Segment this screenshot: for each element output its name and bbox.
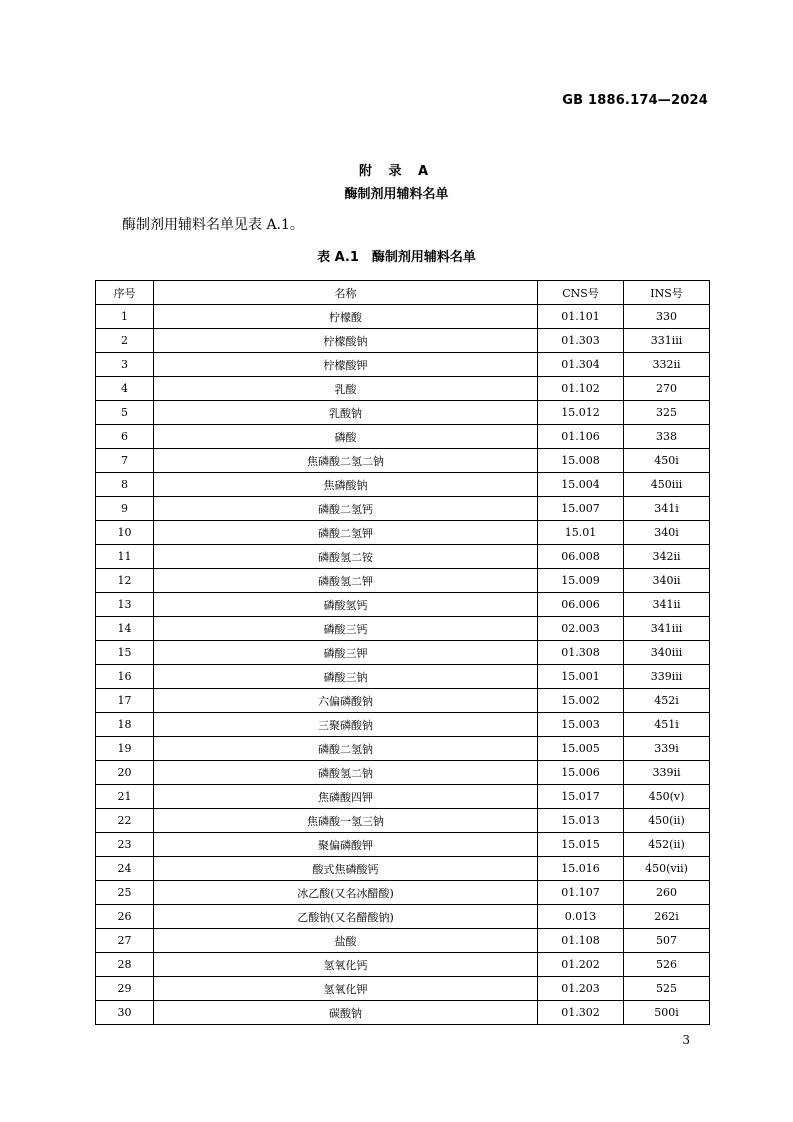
cell-ins: 526 [624, 953, 710, 977]
cell-ins: 525 [624, 977, 710, 1001]
cell-ins: 340ii [624, 569, 710, 593]
cell-cns: 15.01 [538, 521, 624, 545]
cell-ins: 452(ii) [624, 833, 710, 857]
cell-cns: 15.012 [538, 401, 624, 425]
cell-cns: 15.008 [538, 449, 624, 473]
intro-paragraph: 酶制剂用辅料名单见表 A.1。 [122, 217, 304, 233]
cell-name: 焦磷酸二氢二钠 [154, 449, 538, 473]
cell-ins: 342ii [624, 545, 710, 569]
cell-no: 4 [96, 377, 154, 401]
cell-ins: 331iii [624, 329, 710, 353]
cell-name: 磷酸氢二钾 [154, 569, 538, 593]
cell-name: 磷酸二氢钾 [154, 521, 538, 545]
cell-cns: 01.304 [538, 353, 624, 377]
table-row [96, 977, 710, 1001]
cell-cns: 15.009 [538, 569, 624, 593]
appendix-title: 附 录 A [358, 164, 435, 179]
standard-code: GB 1886.174—2024 [562, 93, 708, 108]
cell-name: 柠檬酸钾 [154, 353, 538, 377]
header-cns: CNS号 [538, 281, 624, 305]
cell-ins: 450(ii) [624, 809, 710, 833]
cell-name: 柠檬酸钠 [154, 329, 538, 353]
cell-no: 29 [96, 977, 154, 1001]
cell-cns: 15.015 [538, 833, 624, 857]
cell-name: 乳酸 [154, 377, 538, 401]
cell-no: 30 [96, 1001, 154, 1025]
cell-cns: 01.101 [538, 305, 624, 329]
cell-no: 6 [96, 425, 154, 449]
cell-cns: 01.202 [538, 953, 624, 977]
cell-no: 8 [96, 473, 154, 497]
cell-name: 磷酸二氢钠 [154, 737, 538, 761]
cell-cns: 15.017 [538, 785, 624, 809]
cell-cns: 0.013 [538, 905, 624, 929]
cell-cns: 01.106 [538, 425, 624, 449]
table-row [96, 401, 710, 425]
cell-cns: 06.008 [538, 545, 624, 569]
cell-ins: 452i [624, 689, 710, 713]
table-row [96, 737, 710, 761]
cell-no: 10 [96, 521, 154, 545]
cell-cns: 15.001 [538, 665, 624, 689]
table-row [96, 857, 710, 881]
cell-ins: 341i [624, 497, 710, 521]
cell-cns: 01.108 [538, 929, 624, 953]
table-row [96, 569, 710, 593]
cell-name: 乳酸钠 [154, 401, 538, 425]
cell-ins: 262i [624, 905, 710, 929]
table-row [96, 689, 710, 713]
cell-cns: 15.007 [538, 497, 624, 521]
cell-name: 磷酸三钠 [154, 665, 538, 689]
cell-name: 乙酸钠(又名醋酸钠) [154, 905, 538, 929]
cell-ins: 341ii [624, 593, 710, 617]
cell-no: 22 [96, 809, 154, 833]
cell-name: 六偏磷酸钠 [154, 689, 538, 713]
cell-cns: 15.016 [538, 857, 624, 881]
cell-name: 冰乙酸(又名冰醋酸) [154, 881, 538, 905]
cell-name: 氢氧化钙 [154, 953, 538, 977]
appendix-subtitle: 酶制剂用辅料名单 [344, 187, 449, 202]
table-row [96, 545, 710, 569]
cell-cns: 01.203 [538, 977, 624, 1001]
table-row [96, 833, 710, 857]
table-row [96, 761, 710, 785]
cell-ins: 500i [624, 1001, 710, 1025]
cell-ins: 340iii [624, 641, 710, 665]
header-name: 名称 [154, 281, 538, 305]
cell-cns: 15.005 [538, 737, 624, 761]
cell-name: 磷酸三钾 [154, 641, 538, 665]
cell-name: 焦磷酸四钾 [154, 785, 538, 809]
cell-ins: 338 [624, 425, 710, 449]
page-number: 3 [682, 1033, 690, 1047]
table-row [96, 521, 710, 545]
cell-no: 18 [96, 713, 154, 737]
cell-no: 24 [96, 857, 154, 881]
auxiliary-materials-table [95, 280, 710, 1025]
cell-name: 磷酸氢钙 [154, 593, 538, 617]
cell-ins: 450(v) [624, 785, 710, 809]
cell-name: 三聚磷酸钠 [154, 713, 538, 737]
cell-ins: 340i [624, 521, 710, 545]
cell-no: 20 [96, 761, 154, 785]
cell-ins: 325 [624, 401, 710, 425]
table-row [96, 929, 710, 953]
table-row [96, 377, 710, 401]
header-no: 序号 [96, 281, 154, 305]
cell-name: 磷酸二氢钙 [154, 497, 538, 521]
cell-no: 23 [96, 833, 154, 857]
table-row [96, 1001, 710, 1025]
cell-ins: 270 [624, 377, 710, 401]
cell-name: 磷酸 [154, 425, 538, 449]
table-row [96, 449, 710, 473]
table-row [96, 809, 710, 833]
header-ins: INS号 [624, 281, 710, 305]
cell-name: 盐酸 [154, 929, 538, 953]
cell-cns: 01.102 [538, 377, 624, 401]
cell-no: 27 [96, 929, 154, 953]
cell-no: 11 [96, 545, 154, 569]
table-row [96, 329, 710, 353]
cell-no: 9 [96, 497, 154, 521]
cell-no: 15 [96, 641, 154, 665]
cell-cns: 01.303 [538, 329, 624, 353]
cell-cns: 15.013 [538, 809, 624, 833]
cell-cns: 01.302 [538, 1001, 624, 1025]
cell-ins: 341iii [624, 617, 710, 641]
cell-ins: 332ii [624, 353, 710, 377]
cell-no: 28 [96, 953, 154, 977]
cell-ins: 450iii [624, 473, 710, 497]
cell-no: 25 [96, 881, 154, 905]
cell-ins: 339ii [624, 761, 710, 785]
table-row [96, 785, 710, 809]
table-row [96, 881, 710, 905]
cell-cns: 02.003 [538, 617, 624, 641]
table-row [96, 953, 710, 977]
cell-no: 17 [96, 689, 154, 713]
cell-name: 聚偏磷酸钾 [154, 833, 538, 857]
cell-no: 26 [96, 905, 154, 929]
table-row [96, 305, 710, 329]
cell-cns: 15.006 [538, 761, 624, 785]
cell-name: 酸式焦磷酸钙 [154, 857, 538, 881]
table-body [96, 305, 710, 1025]
cell-ins: 330 [624, 305, 710, 329]
cell-ins: 339i [624, 737, 710, 761]
table-row [96, 905, 710, 929]
cell-no: 16 [96, 665, 154, 689]
cell-name: 焦磷酸钠 [154, 473, 538, 497]
cell-name: 碳酸钠 [154, 1001, 538, 1025]
cell-ins: 450i [624, 449, 710, 473]
cell-no: 5 [96, 401, 154, 425]
cell-cns: 15.002 [538, 689, 624, 713]
cell-name: 焦磷酸一氢三钠 [154, 809, 538, 833]
cell-no: 21 [96, 785, 154, 809]
cell-name: 氢氧化钾 [154, 977, 538, 1001]
cell-no: 12 [96, 569, 154, 593]
table-row [96, 425, 710, 449]
cell-name: 柠檬酸 [154, 305, 538, 329]
table-row [96, 617, 710, 641]
cell-cns: 01.107 [538, 881, 624, 905]
cell-cns: 15.004 [538, 473, 624, 497]
cell-no: 19 [96, 737, 154, 761]
cell-ins: 507 [624, 929, 710, 953]
cell-name: 磷酸三钙 [154, 617, 538, 641]
table-row [96, 665, 710, 689]
table-row [96, 593, 710, 617]
cell-no: 2 [96, 329, 154, 353]
cell-ins: 339iii [624, 665, 710, 689]
cell-name: 磷酸氢二钠 [154, 761, 538, 785]
table-caption: 表 A.1 酶制剂用辅料名单 [317, 250, 476, 265]
table-row [96, 641, 710, 665]
table-row [96, 473, 710, 497]
cell-no: 1 [96, 305, 154, 329]
table-header-row [96, 281, 710, 305]
cell-ins: 451i [624, 713, 710, 737]
cell-no: 14 [96, 617, 154, 641]
cell-no: 13 [96, 593, 154, 617]
cell-no: 3 [96, 353, 154, 377]
cell-no: 7 [96, 449, 154, 473]
cell-cns: 01.308 [538, 641, 624, 665]
cell-name: 磷酸氢二铵 [154, 545, 538, 569]
table-row [96, 713, 710, 737]
cell-cns: 06.006 [538, 593, 624, 617]
cell-ins: 260 [624, 881, 710, 905]
table-row [96, 497, 710, 521]
table-row [96, 353, 710, 377]
cell-ins: 450(vii) [624, 857, 710, 881]
cell-cns: 15.003 [538, 713, 624, 737]
